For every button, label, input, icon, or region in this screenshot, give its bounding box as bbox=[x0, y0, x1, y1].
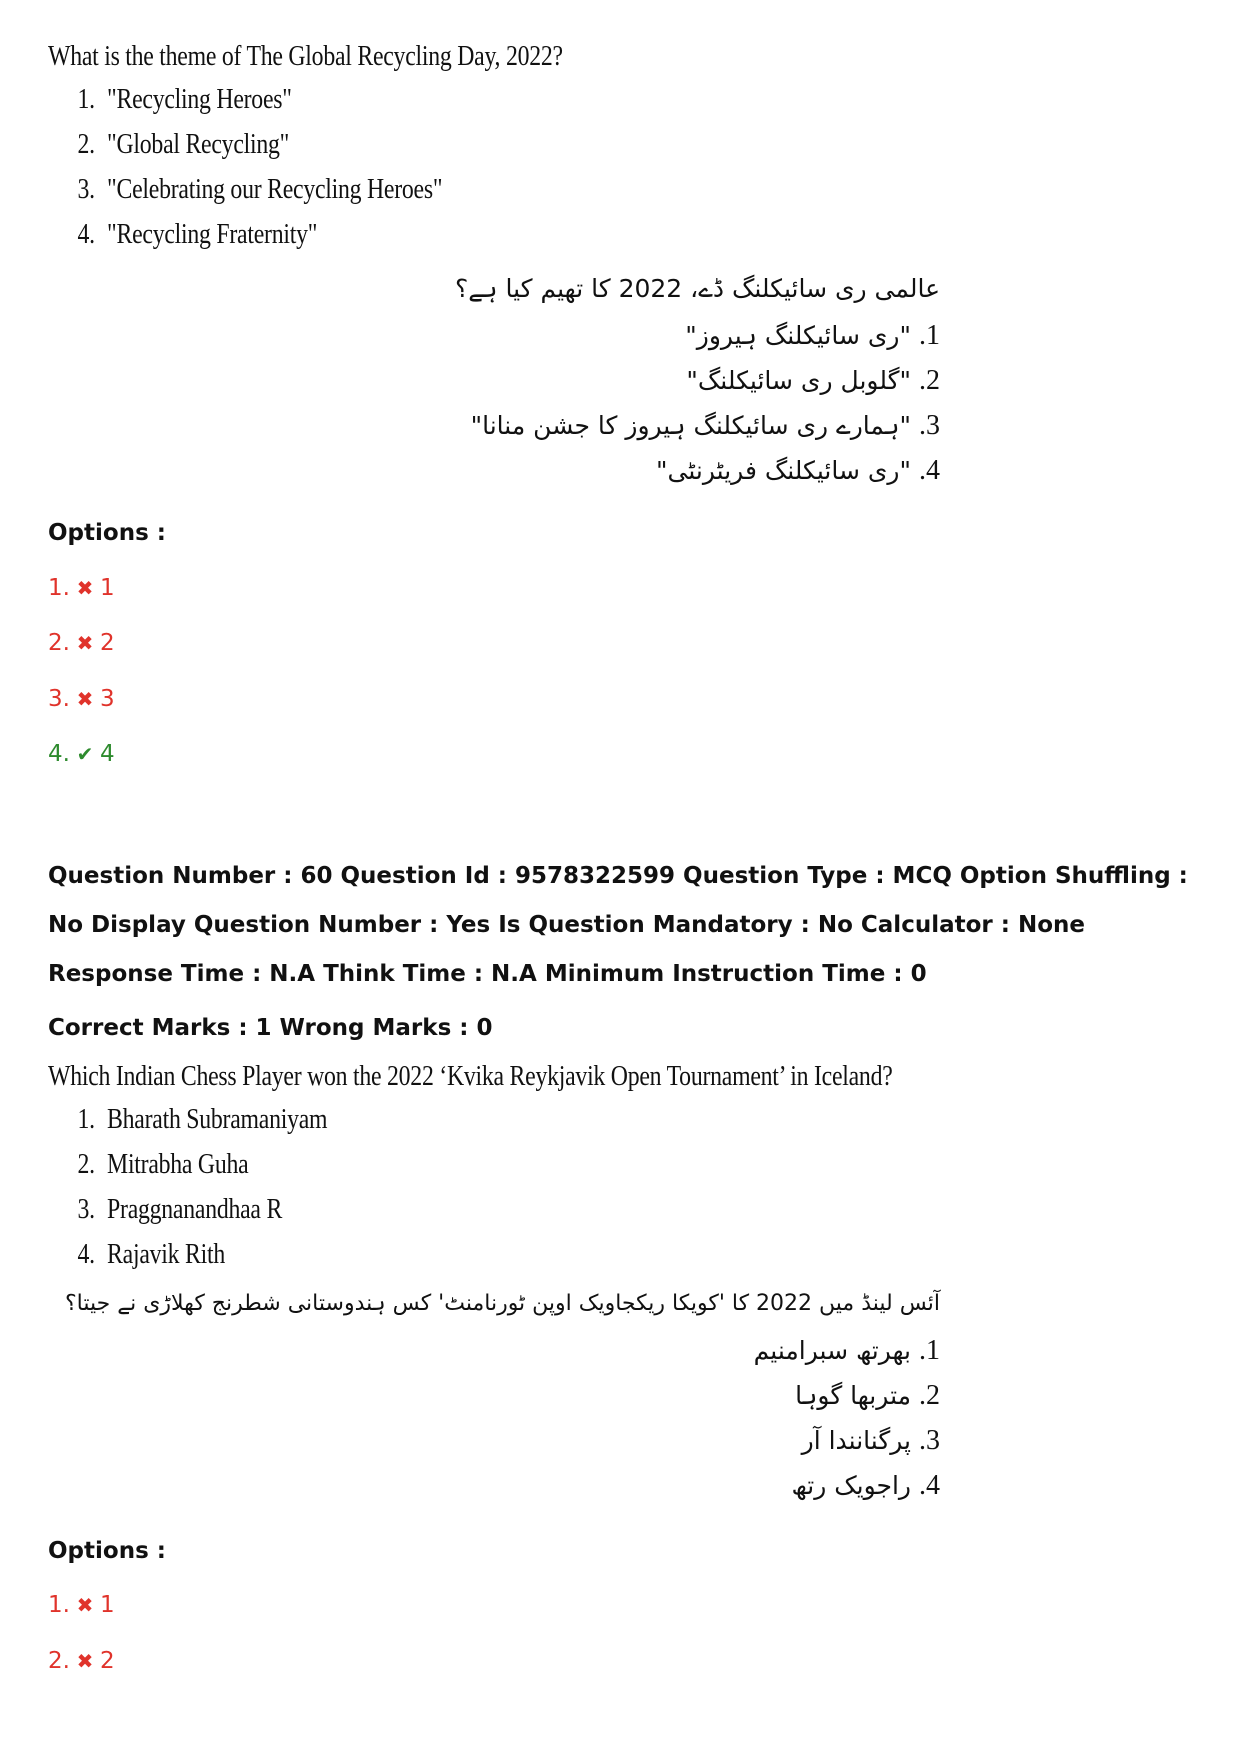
q60-marks: Correct Marks : 1 Wrong Marks : 0 bbox=[48, 1015, 493, 1041]
q60-question-text: Which Indian Chess Player won the 2022 ‘Kvika Reykjavik Open Tournament’ in Iceland? bbox=[48, 1060, 893, 1092]
cross-icon: ✖ bbox=[76, 1593, 94, 1617]
cross-icon: ✖ bbox=[76, 687, 94, 711]
q59-urdu-option: 1."ری سائیکلنگ ہیروز" bbox=[685, 320, 940, 351]
q59-options-label: Options : bbox=[48, 520, 166, 546]
q59-urdu-block bbox=[455, 265, 940, 493]
q60-english-option: 2. Mitrabha Guha bbox=[77, 1148, 249, 1180]
q59-urdu-option: 4."ری سائیکلنگ فریٹرنٹی" bbox=[656, 455, 940, 486]
q59-urdu-question: عالمی ری سائیکلنگ ڈے، 2022 کا تھیم کیا ہے؟ bbox=[454, 274, 940, 303]
q60-urdu-block bbox=[65, 1280, 940, 1508]
q59-urdu-option: 3."ہمارے ری سائیکلنگ ہیروز کا جشن منانا" bbox=[470, 410, 940, 441]
q60-english-options bbox=[48, 1097, 1078, 1277]
q60-answer-option: 1. ✖ 1 bbox=[48, 1592, 115, 1618]
cross-icon: ✖ bbox=[76, 631, 94, 655]
q60-meta: Question Number : 60 Question Id : 9578322599 Question Type : MCQ Option Shuffling : No Display Question Number : Yes Is Question Mandatory : No Calculator : None Response Time : N.A Think Time : N.A Minimum Instruction Time : 0 bbox=[48, 863, 1188, 987]
q59-english-options bbox=[48, 77, 676, 257]
q60-english-option: 3. Praggnanandhaa R bbox=[77, 1193, 283, 1225]
q59-answer-option: 2. ✖ 2 bbox=[48, 630, 115, 656]
q60-urdu-option: 4.راجویک رتھ bbox=[791, 1470, 940, 1501]
cross-icon: ✖ bbox=[76, 576, 94, 600]
q60-answer-option: 2. ✖ 2 bbox=[48, 1648, 115, 1674]
q59-english-option: 2. "Global Recycling" bbox=[77, 128, 290, 160]
q59-english-block bbox=[48, 40, 676, 257]
q59-urdu-option: 2."گلوبل ری سائیکلنگ" bbox=[686, 365, 940, 396]
q59-answer-option: 1. ✖ 1 bbox=[48, 575, 115, 601]
q60-urdu-option: 2.متربھا گوہا bbox=[795, 1380, 940, 1411]
q59-answer-option: 3. ✖ 3 bbox=[48, 686, 115, 712]
q59-answer-option-correct: 4. ✔ 4 bbox=[48, 741, 115, 767]
q59-english-option: 1. "Recycling Heroes" bbox=[77, 83, 292, 115]
q60-urdu-question: آئس لینڈ میں 2022 کا 'کویکا ریکجاویک اوپن ٹورنامنٹ' کس ہندوستانی شطرنج کھلاڑی نے جیتا؟ bbox=[64, 1291, 940, 1316]
q60-urdu-option: 3.پرگنانندا آر bbox=[801, 1425, 940, 1456]
q59-english-option: 4. "Recycling Fraternity" bbox=[77, 218, 318, 250]
q60-urdu-option: 1.بھرتھ سبرامنیم bbox=[753, 1335, 940, 1366]
checkmark-icon: ✔ bbox=[76, 742, 94, 766]
q60-english-option: 4. Rajavik Rith bbox=[77, 1238, 225, 1270]
q60-english-option: 1. Bharath Subramaniyam bbox=[77, 1103, 328, 1135]
q59-english-option: 3. "Celebrating our Recycling Heroes" bbox=[77, 173, 443, 205]
cross-icon: ✖ bbox=[76, 1649, 94, 1673]
q60-english-block bbox=[48, 1060, 1078, 1277]
q59-question-text: What is the theme of The Global Recycling Day, 2022? bbox=[48, 40, 563, 72]
q60-options-label: Options : bbox=[48, 1538, 166, 1564]
